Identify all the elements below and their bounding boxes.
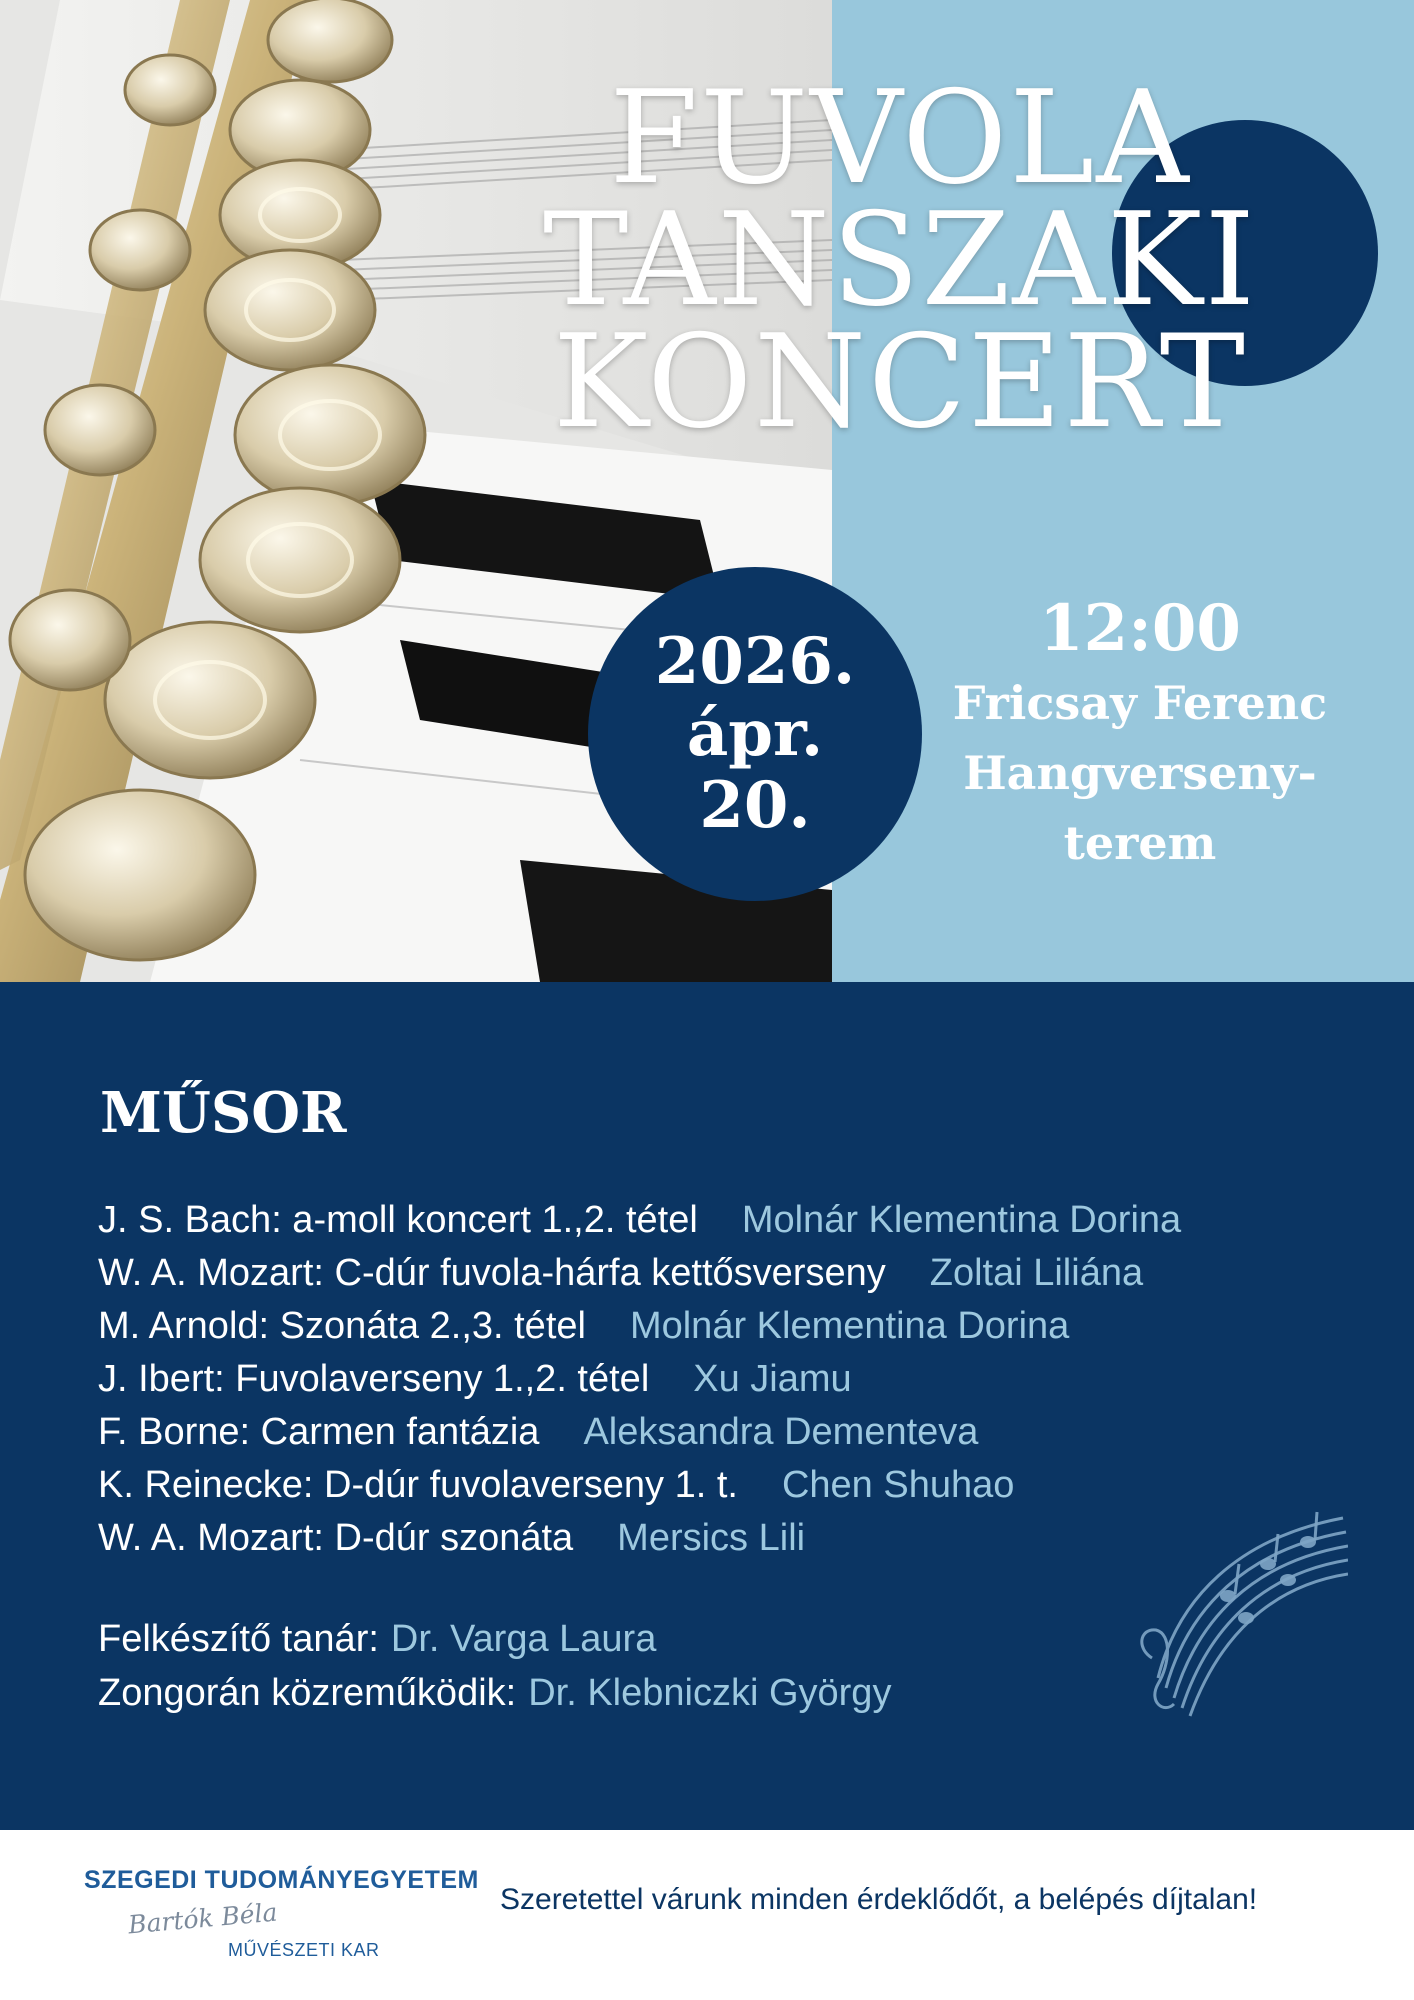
program-item [98,1247,1181,1300]
program-item [98,1459,1181,1512]
pianist-name: Dr. Klebniczki György [528,1672,892,1714]
time-venue-block [930,590,1350,878]
program-item [98,1512,1181,1565]
piano-credit [98,1666,891,1720]
date-badge [588,567,922,901]
title-line-3: KONCERT [553,308,1247,457]
credits-block [98,1612,891,1720]
venue-line-3: terem [1063,816,1217,870]
program-item [98,1300,1181,1353]
piece-title: J. S. Bach: a-moll koncert 1.,2. tétel [98,1199,698,1241]
piece-title: J. Ibert: Fuvolaverseny 1.,2. tétel [98,1358,650,1400]
title-line-1: FUVOLA [609,64,1191,213]
title-line-2: TANSZAKI [542,186,1258,335]
piano-label: Zongorán közreműködik: [98,1672,517,1714]
program-heading: MŰSOR [100,1080,347,1146]
piece-title: F. Borne: Carmen fantázia [98,1411,540,1453]
date-day: 20. [699,768,811,843]
venue-line-1: Fricsay Ferenc [952,676,1328,730]
concert-title [440,64,1360,457]
music-staff-treble-clef-icon [1118,1478,1348,1718]
program-item [98,1353,1181,1406]
program-item [98,1194,1181,1247]
performer-name: Zoltai Liliána [929,1252,1144,1294]
venue-line-2: Hangverseny- [963,746,1317,800]
piece-title: W. A. Mozart: C-dúr fuvola-hárfa kettősverseny [98,1252,886,1294]
footer [0,1830,1414,2000]
teacher-label: Felkészítő tanár: [98,1618,379,1660]
piece-title: W. A. Mozart: D-dúr szonáta [98,1517,574,1559]
piece-title: M. Arnold: Szonáta 2.,3. tétel [98,1305,586,1347]
program-item [98,1406,1181,1459]
logo-faculty-text: MŰVÉSZETI KAR [228,1940,380,1960]
logo-script-text: Bartók Béla [127,1897,279,1940]
performer-name: Chen Shuhao [781,1464,1015,1506]
university-logo [84,1866,479,1976]
logo-university-text: SZEGEDI TUDOMÁNYEGYETEM [84,1866,479,1894]
performer-name: Molnár Klementina Dorina [741,1199,1182,1241]
concert-time: 12:00 [1039,591,1241,666]
performer-name: Molnár Klementina Dorina [629,1305,1070,1347]
performer-name: Aleksandra Dementeva [583,1411,979,1453]
teacher-credit [98,1612,891,1666]
performer-name: Xu Jiamu [693,1358,852,1400]
teacher-name: Dr. Varga Laura [390,1618,657,1660]
piece-title: K. Reinecke: D-dúr fuvolaverseny 1. t. [98,1464,738,1506]
welcome-note: Szeretettel várunk minden érdeklődőt, a belépés díjtalan! [500,1883,1258,1916]
date-month: ápr. [686,696,824,771]
date-year: 2026. [654,624,856,699]
performer-name: Mersics Lili [617,1517,806,1559]
hero-section [0,0,1414,982]
program-list [98,1194,1181,1565]
